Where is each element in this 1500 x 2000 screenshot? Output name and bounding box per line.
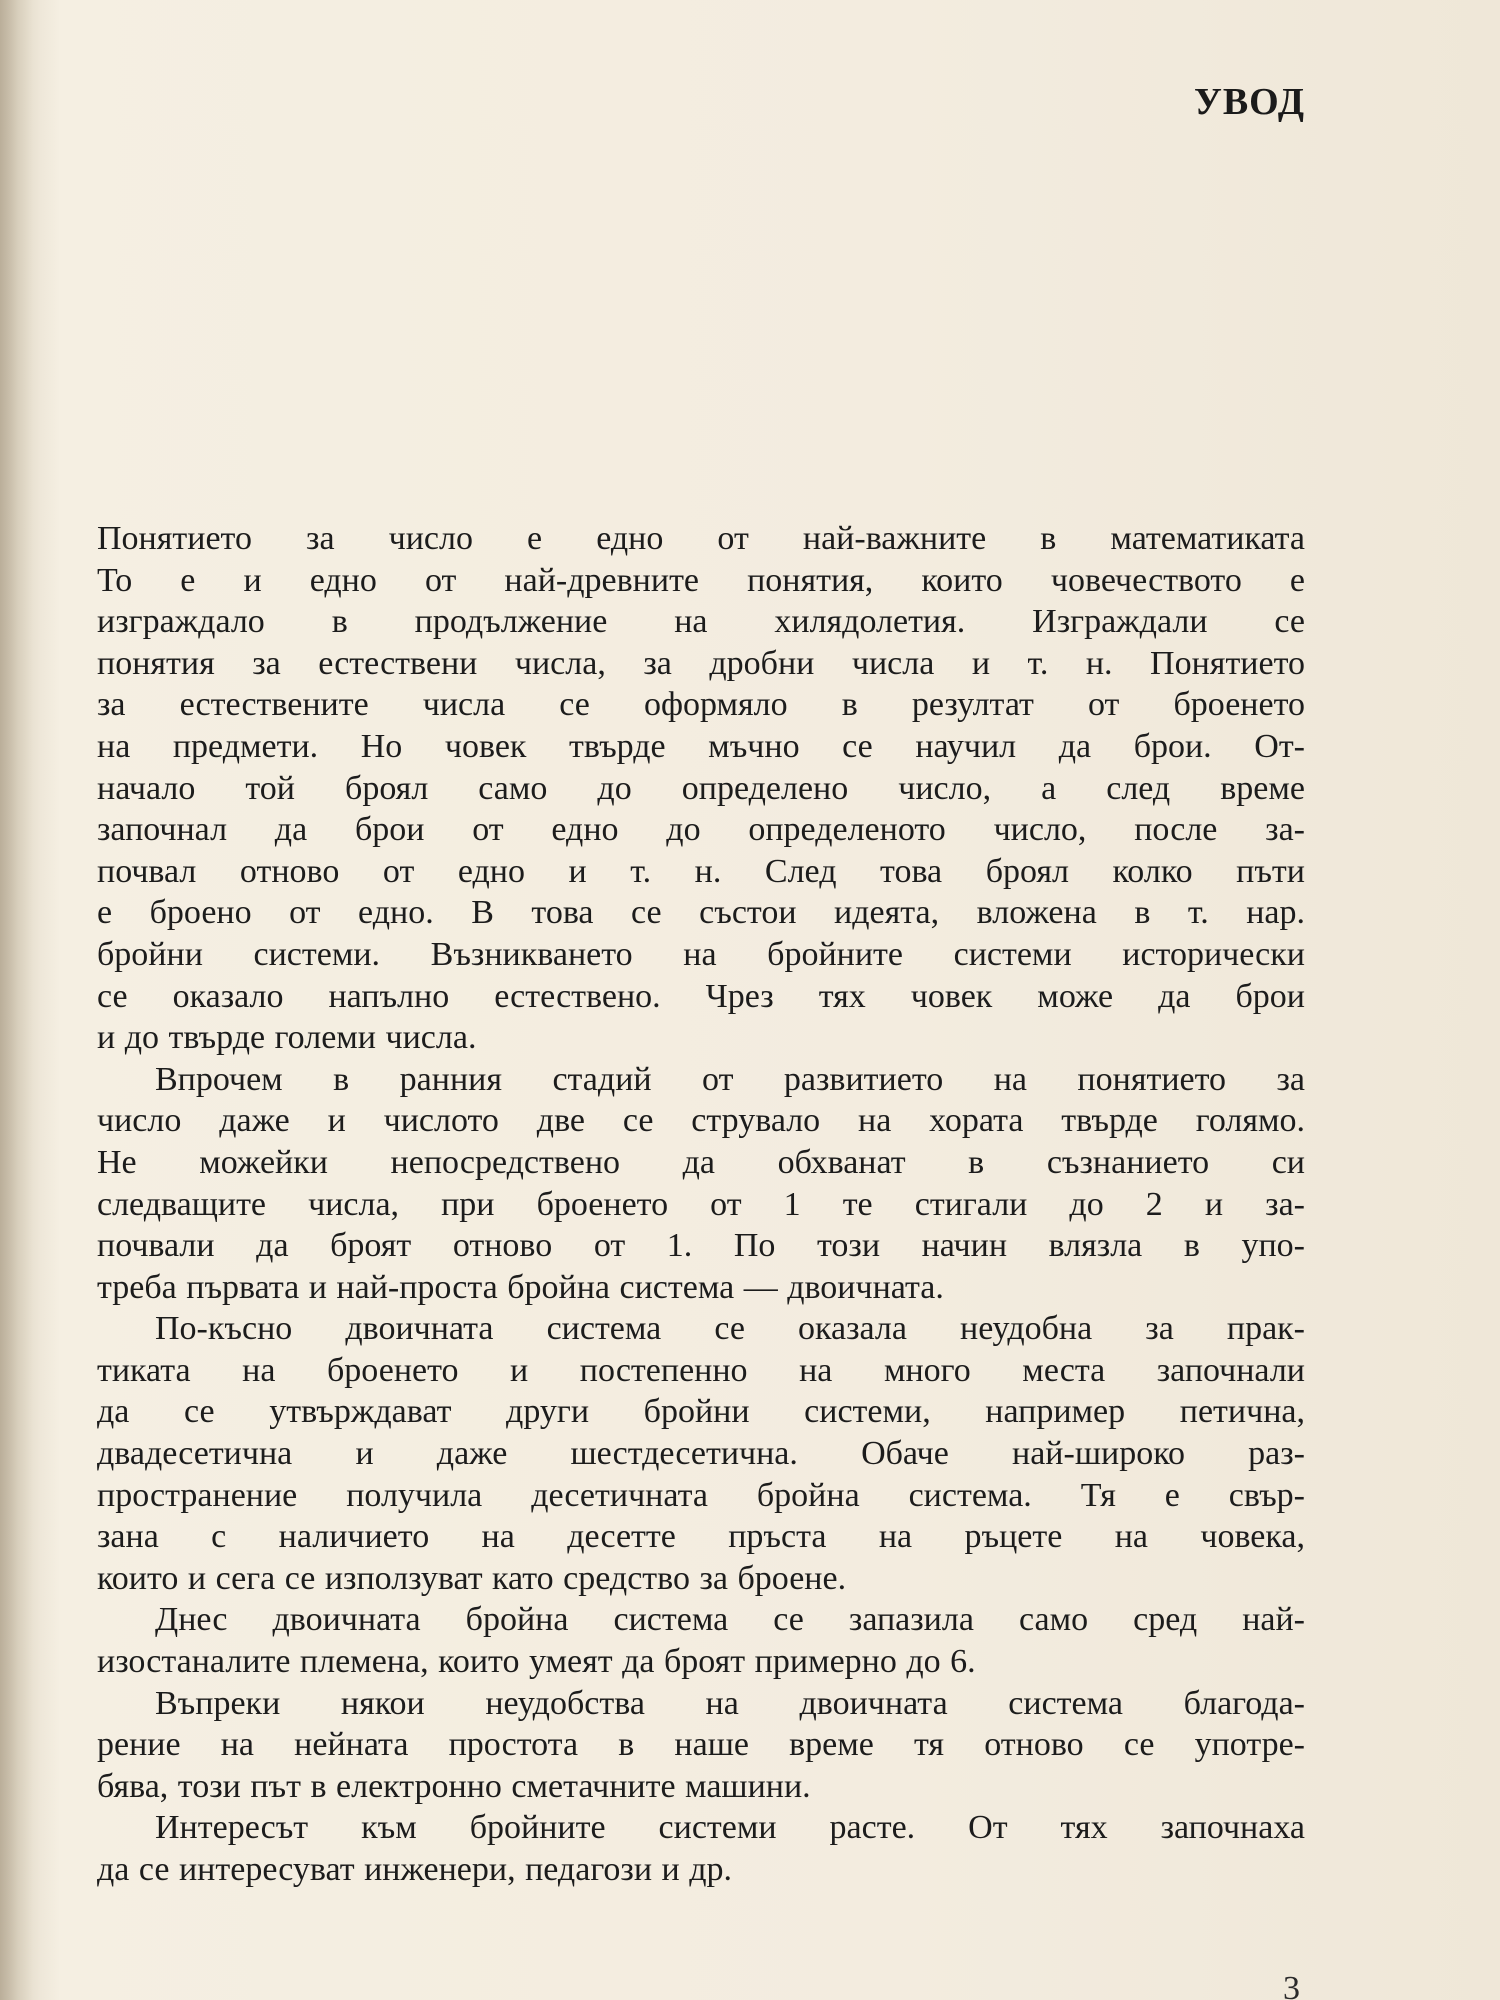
binding-gutter-shadow — [0, 0, 60, 2000]
text-line: бява, този път в електронно сметачните машини. — [97, 1767, 811, 1805]
text-line: Понятието за число е едно от най-важните в математиката — [97, 520, 1305, 557]
text-line: Днес двоичната бройна система се запазила само сред най- — [155, 1601, 1305, 1639]
text-line: тиката на броенето и постепенно на много места започнали — [97, 1351, 1305, 1389]
text-line: понятия за естествени числа, за дробни числа и т. н. Понятието — [97, 644, 1305, 682]
text-line: Интересът към бройните системи расте. От тях започнаха — [155, 1809, 1305, 1847]
text-line: изграждало в продължение на хилядолетия. Изграждали се — [97, 603, 1305, 641]
text-line: които и сега се използуват като средство за броене. — [97, 1559, 847, 1597]
text-line: начало той броял само до определено число, а след време — [97, 769, 1305, 807]
text-line: да се утвърждават други бройни системи, например петична, — [97, 1393, 1305, 1431]
text-line: изостаналите племена, които умеят да броят примерно до 6. — [97, 1643, 976, 1681]
text-line: почвал отново от едно и т. н. След това броял колко пъти — [97, 852, 1305, 890]
text-line: следващите числа, при броенето от 1 те стигали до 2 и за- — [97, 1185, 1305, 1223]
paragraph — [97, 1807, 1305, 1890]
text-line: Впрочем в ранния стадий от развитието на понятието за — [155, 1060, 1305, 1098]
text-line: за естествените числа се оформяло в резултат от броенето — [97, 686, 1305, 724]
text-line: почвали да броят отново от 1. По този начин влязла в упо- — [97, 1227, 1305, 1265]
text-line: да се интересуват инженери, педагози и др. — [97, 1851, 733, 1888]
chapter-heading: УВОД — [1193, 81, 1305, 123]
text-line: и до твърде големи числа. — [97, 1019, 477, 1057]
text-line: зана с наличието на десетте пръста на ръцете на човека, — [97, 1518, 1305, 1556]
paragraph — [97, 1599, 1305, 1682]
text-line: двадесетична и даже шестдесетична. Обаче най-широко раз- — [97, 1435, 1305, 1473]
text-line: число даже и числото две се струвало на хората твърде голямо. — [97, 1102, 1305, 1140]
text-line: започнал да брои от едно до определеното число, после за- — [97, 811, 1305, 849]
text-line: Не можейки непосредствено да обхванат в съзнанието си — [97, 1143, 1305, 1181]
text-line: на предмети. Но човек твърде мъчно се научил да брои. От- — [97, 727, 1305, 765]
body-text — [97, 518, 1305, 1891]
text-line: Въпреки някои неудобства на двоичната система благода- — [155, 1684, 1305, 1722]
text-line: По-късно двоичната система се оказала неудобна за прак- — [155, 1310, 1305, 1348]
text-line: рение на нейната простота в наше време тя отново се употре- — [97, 1726, 1305, 1764]
text-line: се оказало напълно естествено. Чрез тях човек може да брои — [97, 977, 1305, 1015]
paragraph — [97, 1308, 1305, 1599]
text-line: бройни системи. Възникването на бройните системи исторически — [97, 935, 1305, 973]
paragraph — [97, 518, 1305, 1059]
page-number: 3 — [1283, 1970, 1300, 2000]
text-line: е броено от едно. В това се състои идеята, вложена в т. нар. — [97, 894, 1305, 932]
paragraph — [97, 1059, 1305, 1309]
text-line: То е и едно от най-древните понятия, които човечеството е — [97, 561, 1305, 599]
text-line: пространение получила десетичната бройна система. Тя е свър- — [97, 1476, 1305, 1514]
text-line: треба първата и най-проста бройна система — двоичната. — [97, 1268, 944, 1306]
paragraph — [97, 1683, 1305, 1808]
